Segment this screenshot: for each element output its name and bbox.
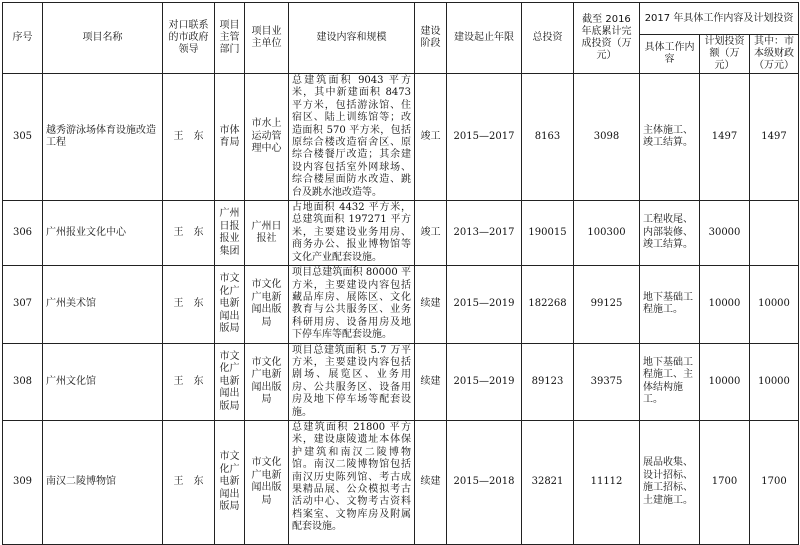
- cell-owner: 市文化广电新闻出版局: [245, 420, 289, 544]
- header-municipal: 其中：市本级财政（万元）: [750, 35, 799, 74]
- header-owner: 项目业主单位: [245, 3, 289, 74]
- cell-name: 广州美术馆: [43, 266, 163, 343]
- table-row: [3, 201, 799, 266]
- cell-owner: 市文化广电新闻出版局: [245, 266, 289, 343]
- cell-name: 广州文化馆: [43, 343, 163, 420]
- cell-total: 182268: [522, 266, 574, 343]
- cell-stage: 续建: [415, 343, 447, 420]
- header-leader: 对口联系的市政府领导: [163, 3, 215, 74]
- cell-content: 项目总建筑面积 80000 平方米，主要建设内容包括藏品库房、展陈区、文化教育与公共服务区、业务科研用房、设备用房及地下停车库等配套设施。: [289, 266, 415, 343]
- cell-total: 8163: [522, 74, 574, 201]
- cell-owner: 广州日报社: [245, 201, 289, 266]
- cell-period: 2013—2017: [447, 201, 522, 266]
- header-dept: 项目主管部门: [215, 3, 245, 74]
- table-header: [3, 3, 799, 74]
- cell-leader: 王 东: [163, 74, 215, 201]
- cell-stage: 竣工: [415, 201, 447, 266]
- header-content: 建设内容和规模: [289, 3, 415, 74]
- cell-period: 2015—2018: [447, 420, 522, 544]
- cell-leader: 王 东: [163, 420, 215, 544]
- cell-dept: 市体育局: [215, 74, 245, 201]
- cell-total: 89123: [522, 343, 574, 420]
- header-seq: 序号: [3, 3, 43, 74]
- cell-cumulative: 3098: [574, 74, 640, 201]
- cell-owner: 市文化广电新闻出版局: [245, 343, 289, 420]
- cell-seq: 309: [3, 420, 43, 544]
- cell-planned: 1700: [700, 420, 750, 544]
- header-name: 项目名称: [43, 3, 163, 74]
- cell-period: 2015—2019: [447, 266, 522, 343]
- cell-leader: 王 东: [163, 266, 215, 343]
- cell-name: 广州报业文化中心: [43, 201, 163, 266]
- cell-content: 占地面积 4432 平方米，总建筑面积 197271 平方米，主要建设业务用房、商务办公、报业博物馆等文化产业配套设施。: [289, 201, 415, 266]
- cell-leader: 王 东: [163, 201, 215, 266]
- cell-municipal: 1497: [750, 74, 799, 201]
- cell-leader: 王 东: [163, 343, 215, 420]
- cell-period: 2015—2017: [447, 74, 522, 201]
- cell-work: 地下基础工程施工、主体结构施工。: [640, 343, 700, 420]
- cell-name: 越秀游泳场体育设施改造工程: [43, 74, 163, 201]
- cell-seq: 305: [3, 74, 43, 201]
- cell-dept: 市文化广电新闻出版局: [215, 266, 245, 343]
- header-cumulative: 截至 2016 年底累计完成投资（万元）: [574, 3, 640, 74]
- cell-cumulative: 39375: [574, 343, 640, 420]
- project-table: [2, 2, 799, 545]
- cell-total: 32821: [522, 420, 574, 544]
- header-plan-2017: 2017 年具体工作内容及计划投资: [640, 3, 799, 35]
- cell-seq: 307: [3, 266, 43, 343]
- cell-content: 总建筑面积 9043 平方米，其中新建面积 8473 平方米，包括游泳馆、住宿区、陆上训练馆等；改造面积 570 平方米，包括原综合楼改造宿舍区、原综合楼餐厅改造；其余建设内容包括室外网球场、综合楼屋面防水改造、跳台及跳水池改造等。: [289, 74, 415, 201]
- cell-work: 工程收尾、内部装修、竣工结算。: [640, 201, 700, 266]
- cell-owner: 市水上运动管理中心: [245, 74, 289, 201]
- table-body: [3, 74, 799, 545]
- cell-stage: 竣工: [415, 74, 447, 201]
- cell-work: 地下基础工程施工。: [640, 266, 700, 343]
- header-planned: 计划投资额（万元）: [700, 35, 750, 74]
- table-row: [3, 343, 799, 420]
- cell-planned: 10000: [700, 343, 750, 420]
- cell-cumulative: 11112: [574, 420, 640, 544]
- cell-municipal: 10000: [750, 266, 799, 343]
- cell-dept: 市文化广电新闻出版局: [215, 420, 245, 544]
- cell-dept: 市文化广电新闻出版局: [215, 343, 245, 420]
- cell-cumulative: 100300: [574, 201, 640, 266]
- cell-planned: 10000: [700, 266, 750, 343]
- header-total: 总投资: [522, 3, 574, 74]
- header-stage: 建设阶段: [415, 3, 447, 74]
- cell-planned: 1497: [700, 74, 750, 201]
- cell-total: 190015: [522, 201, 574, 266]
- header-period: 建设起止年限: [447, 3, 522, 74]
- cell-stage: 续建: [415, 266, 447, 343]
- cell-municipal: 10000: [750, 343, 799, 420]
- cell-name: 南汉二陵博物馆: [43, 420, 163, 544]
- cell-work: 展品收集、设计招标、施工招标、土建施工。: [640, 420, 700, 544]
- cell-content: 总建筑面积 21800 平方米，建设康陵遗址本体保护建筑和南汉二陵博物馆。南汉二陵博物馆包括南汉历史陈列馆、考古成果精品展、公众模拟考古活动中心、文物考古资料档案室、文物库房及附属配套设施。: [289, 420, 415, 544]
- cell-stage: 续建: [415, 420, 447, 544]
- cell-seq: 308: [3, 343, 43, 420]
- cell-municipal: 1700: [750, 420, 799, 544]
- cell-dept: 广州日报报业集团: [215, 201, 245, 266]
- cell-seq: 306: [3, 201, 43, 266]
- table-row: [3, 420, 799, 544]
- header-work: 具体工作内容: [640, 35, 700, 74]
- cell-content: 项目总建筑面积 5.7 万平方米，主要建设内容包括剧场、展览区、业务用房、公共服务区、设备用房及地下停车场等配套设施。: [289, 343, 415, 420]
- table-row: [3, 74, 799, 201]
- cell-municipal: [750, 201, 799, 266]
- cell-planned: 30000: [700, 201, 750, 266]
- cell-work: 主体施工、竣工结算。: [640, 74, 700, 201]
- cell-cumulative: 99125: [574, 266, 640, 343]
- cell-period: 2015—2019: [447, 343, 522, 420]
- table-row: [3, 266, 799, 343]
